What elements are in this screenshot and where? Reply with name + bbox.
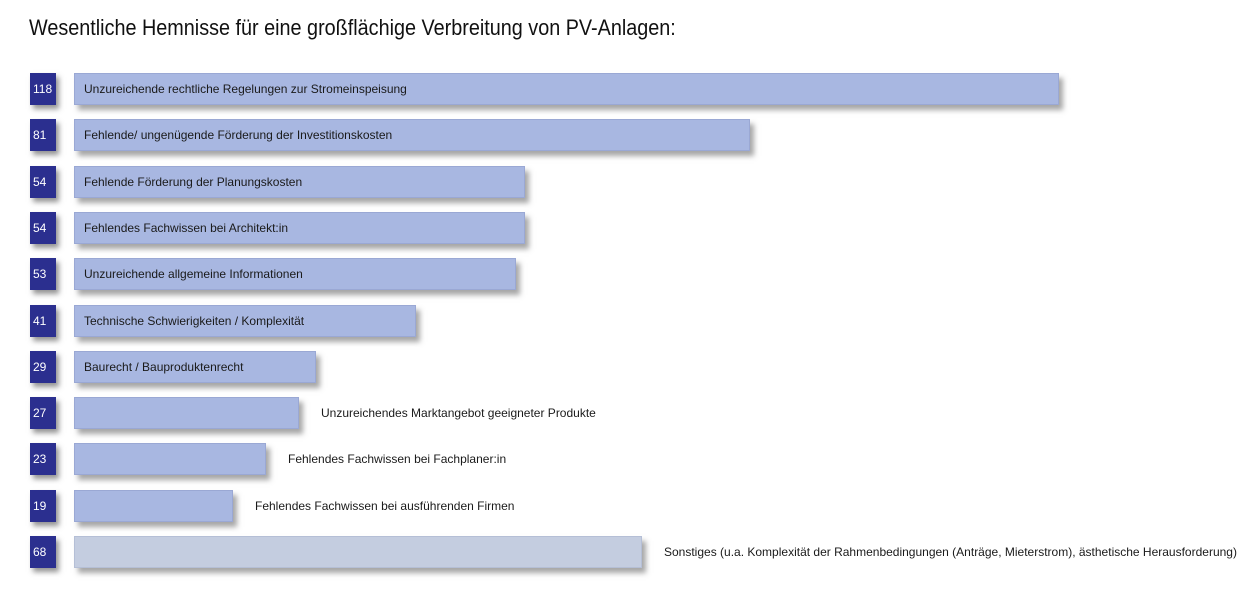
bar-row xyxy=(0,351,1110,385)
category-label: Unzureichendes Marktangebot geeigneter Produkte xyxy=(321,406,596,420)
bar-row xyxy=(0,536,1237,570)
category-label: Baurecht / Bauproduktenrecht xyxy=(84,360,244,374)
value-badge: 81 xyxy=(30,119,56,151)
bar-row xyxy=(0,212,1110,246)
value-badge: 54 xyxy=(30,212,56,244)
value-badge: 27 xyxy=(30,397,56,429)
category-label: Unzureichende rechtliche Regelungen zur Stromeinspeisung xyxy=(84,82,407,96)
value-badge: 53 xyxy=(30,258,56,290)
bar xyxy=(74,397,299,429)
value-badge: 41 xyxy=(30,305,56,337)
chart-title: Wesentliche Hemnisse für eine großflächige Verbreitung von PV-Anlagen: xyxy=(29,15,676,40)
category-label: Sonstiges (u.a. Komplexität der Rahmenbedingungen (Anträge, Mieterstrom), ästhetische Herausforderung) xyxy=(664,545,1237,559)
category-label: Fehlendes Fachwissen bei Architekt:in xyxy=(84,221,289,235)
bar-row xyxy=(0,119,1110,153)
bar-row xyxy=(0,397,1110,431)
bar-row xyxy=(0,305,1110,339)
bar-row xyxy=(0,258,1110,292)
value-badge: 54 xyxy=(30,166,56,198)
bar-row xyxy=(0,73,1110,107)
bar-row xyxy=(0,443,1110,477)
value-badge: 23 xyxy=(30,443,56,475)
bar xyxy=(74,536,642,568)
category-label: Technische Schwierigkeiten / Komplexität xyxy=(84,314,305,328)
bar xyxy=(74,443,266,475)
value-badge: 68 xyxy=(30,536,56,568)
category-label: Fehlendes Fachwissen bei Fachplaner:in xyxy=(288,452,507,466)
bar xyxy=(74,490,233,522)
category-label: Fehlende Förderung der Planungskosten xyxy=(84,175,303,189)
category-label: Fehlendes Fachwissen bei ausführenden Firmen xyxy=(255,499,515,513)
bar-row xyxy=(0,490,1110,524)
value-badge: 19 xyxy=(30,490,56,522)
bar-row xyxy=(0,166,1110,200)
category-label: Fehlende/ ungenügende Förderung der Investitionskosten xyxy=(84,128,393,142)
category-label: Unzureichende allgemeine Informationen xyxy=(84,267,303,281)
value-badge: 29 xyxy=(30,351,56,383)
value-badge: 118 xyxy=(30,73,56,105)
